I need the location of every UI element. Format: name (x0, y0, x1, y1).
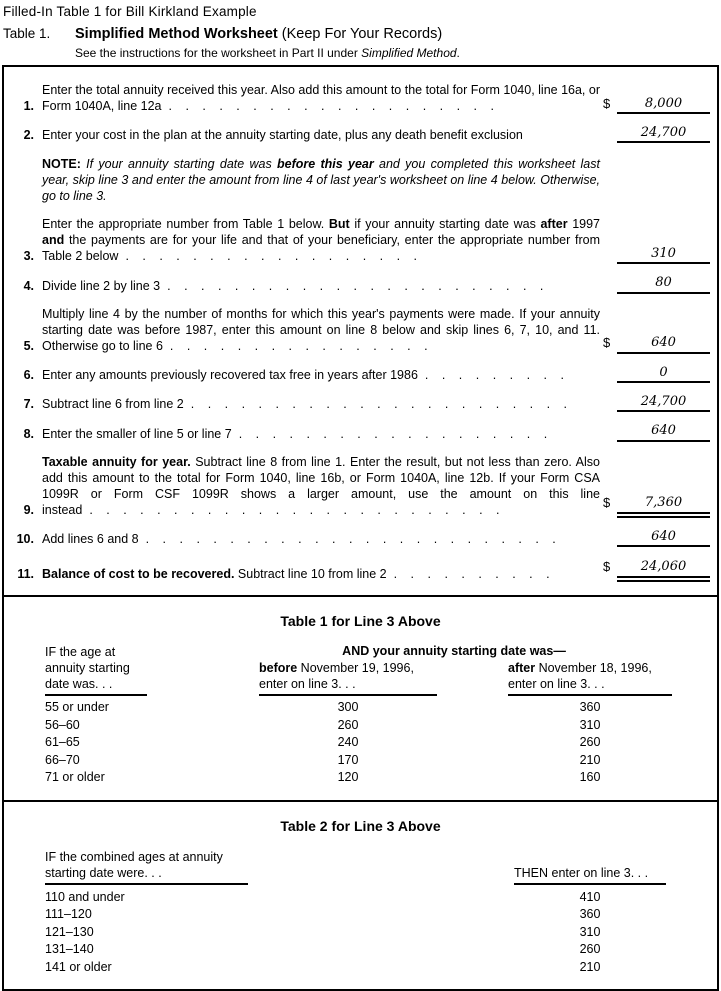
line-text: Enter any amounts previously recovered tax free in years after 1986 . . . . . . . . . (42, 368, 564, 383)
line-text: Taxable annuity for year. Subtract line 8 from line 1. Enter the result, but not less than zero. Also add this amount to the total for Form 1040, line 16b, or Form 1040A, line 12b. If your Form CSA 1099R or Form CSF 1099R shows a larger amount, use the amount on this line instead . . . . . . . . . . . . . . . . . . . . . . . . . (42, 454, 600, 517)
worksheet-line-6 (4, 366, 717, 383)
table-caption (3, 25, 721, 61)
dollar-sign (603, 381, 617, 383)
table1-col1-header (45, 644, 259, 696)
line-text: Enter the appropriate number from Table 1 below. But if your annuity starting date was after 1997 and the payments are for your life and that of your beneficiary, enter the appropriate number from Table 2 below . . . . . . . . . . . . . . . . . . (42, 217, 601, 264)
line-text: Add lines 6 and 8 . . . . . . . . . . . . . . . . . . . . . . . . . (42, 531, 556, 546)
worksheet-line-1 (4, 82, 717, 114)
worksheet-line-10 (4, 530, 717, 547)
line-amount (603, 424, 710, 441)
and-header: AND your annuity starting date was— (342, 644, 566, 659)
amount-value: 24,700 (617, 395, 710, 412)
line-number: 10. (16, 531, 34, 546)
amount-value: 8,000 (617, 97, 710, 114)
caption-label: Table 1. (3, 26, 51, 42)
worksheet-subtitle: See the instructions for the worksheet in Part II under Simplified Method. (75, 45, 460, 60)
line-number: 5. (23, 338, 34, 353)
table1-title: Table 1 for Line 3 Above (280, 612, 441, 629)
table1-col3-header: after November 18, 1996, enter on line 3. . . (508, 660, 672, 696)
dollar-sign: $ (603, 495, 611, 511)
amount-value: 80 (617, 276, 710, 293)
worksheet-title (75, 25, 460, 44)
line-amount (603, 495, 710, 518)
table-row: 111–120 360 (45, 907, 601, 922)
worksheet-section (4, 67, 717, 594)
table1-date-headers (259, 643, 672, 696)
caption-body (75, 25, 460, 61)
worksheet-title-note: (Keep For Your Records) (277, 26, 443, 43)
line-text: Enter the total annuity received this year. Also add this amount to the total for Form 1040, line 16a, or Form 1040A, line 12a . . . . . . . . . . . . . . . . . . . . (42, 83, 600, 114)
amount-value: 24,060 (617, 560, 710, 581)
dollar-sign (603, 141, 617, 143)
dollar-sign: $ (603, 95, 611, 111)
worksheet-line-2 (4, 126, 717, 143)
line-number: 7. (23, 397, 34, 412)
worksheet-line-9 (4, 454, 717, 518)
line-amount (603, 559, 710, 582)
worksheet-line-4 (4, 276, 717, 293)
table-row: 110 and under 410 (45, 889, 601, 904)
line-amount (603, 366, 710, 383)
worksheet-box (2, 65, 719, 991)
table1-col2-header: before November 19, 1996, enter on line 3. . . (259, 660, 437, 696)
worksheet-line-8 (4, 424, 717, 441)
worksheet-title-bold: Simplified Method Worksheet (75, 26, 278, 43)
table-row: 66–70 170 210 (45, 752, 601, 767)
line-amount (603, 247, 710, 264)
line-amount (603, 335, 710, 354)
line-amount (603, 395, 710, 412)
line-text: Multiply line 4 by the number of months for which this year's payments were made. If your annuity starting date was before 1987, enter this amount on line 8 below and skip lines 6, 7, 10, and 11. Otherwise go to line 6 . . . . . . . . . . . . . . . . (42, 306, 600, 353)
line-number: 2. (23, 128, 34, 143)
table2-section (4, 802, 717, 989)
dollar-sign (603, 292, 617, 294)
dollar-sign (603, 262, 617, 264)
table2-col2-header: THEN enter on line 3. . . (514, 865, 666, 885)
table-row: 131–140 260 (45, 942, 601, 957)
dollar-sign: $ (603, 558, 611, 574)
col1-head-line2: starting date were. . . (45, 865, 162, 880)
table-row: 56–60 260 310 (45, 717, 601, 732)
table-row: 55 or under 300 360 (45, 700, 601, 715)
table-row: 121–130 310 (45, 924, 601, 939)
line-text: Enter the smaller of line 5 or line 7 . . . . . . . . . . . . . . . . . . . (42, 426, 548, 441)
line-number: 1. (23, 99, 34, 114)
worksheet-line-11 (4, 559, 717, 582)
col1-head-line1: IF the age at (45, 645, 116, 660)
table1-section (4, 597, 717, 800)
table-row: 61–65 240 260 (45, 735, 601, 750)
line-text: Balance of cost to be recovered. Subtract line 10 from line 2 . . . . . . . . . . (42, 566, 550, 581)
worksheet-line-3 (4, 216, 717, 264)
amount-value: 24,700 (617, 126, 710, 143)
line-text: Enter your cost in the plan at the annuity starting date, plus any death benefit exclusion (42, 128, 523, 143)
table2-rows (4, 889, 717, 977)
dollar-sign (603, 410, 617, 412)
amount-value: 640 (617, 336, 710, 353)
amount-value: 640 (617, 530, 710, 547)
amount-value: 7,360 (617, 496, 710, 517)
dollar-sign (603, 545, 617, 547)
line-amount (603, 126, 710, 143)
worksheet-note: NOTE: If your annuity starting date was before this year and you completed this worksheet last year, skip line 3 and enter the amount from line 4 of last year's worksheet on line 4 below. Otherwise, go to line 3. (42, 157, 600, 204)
line-number: 9. (23, 502, 34, 517)
line-number: 6. (23, 368, 34, 383)
line-number: 4. (23, 278, 34, 293)
amount-value: 0 (617, 366, 710, 383)
amount-value: 640 (617, 424, 710, 441)
worksheet-line-5 (4, 306, 717, 354)
line-amount (603, 530, 710, 547)
amount-value: 310 (617, 247, 710, 264)
line-text: Divide line 2 by line 3 . . . . . . . . . . . . . . . . . . . . . . . (42, 278, 544, 293)
dollar-sign (603, 440, 617, 442)
line-amount (603, 276, 710, 293)
table2-header (45, 849, 666, 885)
table2-col1-header (45, 849, 248, 885)
col1-head-line2: annuity starting (45, 661, 130, 676)
line-number: 11. (17, 566, 34, 581)
worksheet-line-7 (4, 395, 717, 412)
table-row: 141 or older 210 (45, 959, 601, 974)
col1-head-line3: date was. . . (45, 677, 113, 692)
page-title: Filled-In Table 1 for Bill Kirkland Example (3, 4, 257, 19)
dollar-sign: $ (603, 335, 611, 351)
line-number: 8. (23, 426, 34, 441)
table1-rows (4, 699, 717, 787)
col1-head-line1: IF the combined ages at annuity (45, 849, 223, 864)
line-number: 3. (23, 249, 34, 264)
line-text: Subtract line 6 from line 2 . . . . . . . . . . . . . . . . . . . . . . . (42, 397, 568, 412)
table1-header (45, 643, 717, 696)
table2-title: Table 2 for Line 3 Above (280, 817, 441, 834)
table-row: 71 or older 120 160 (45, 770, 601, 785)
line-amount (603, 96, 710, 115)
